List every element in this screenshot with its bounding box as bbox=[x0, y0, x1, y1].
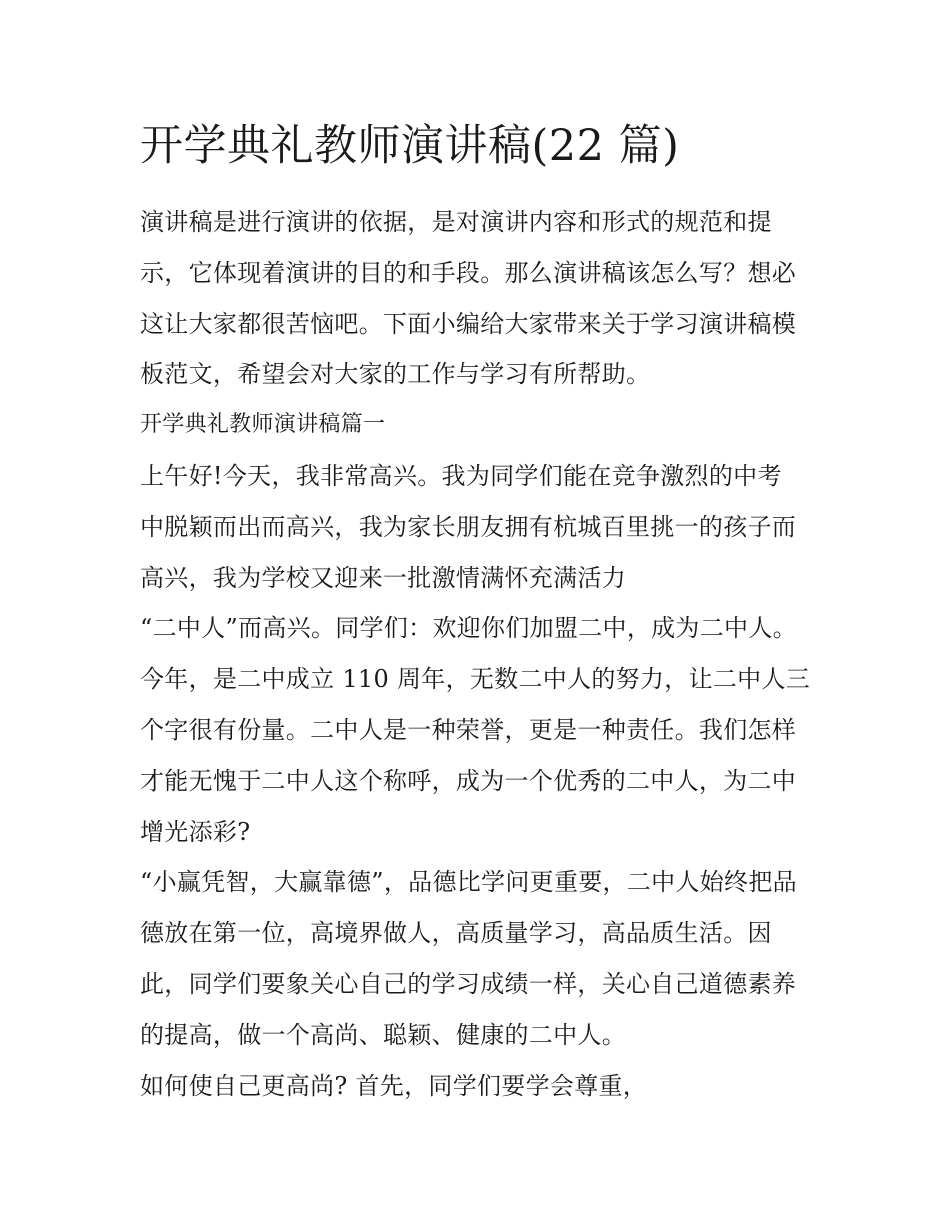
paragraph-line: 示，它体现着演讲的目的和手段。那么演讲稿该怎么写？想必 bbox=[140, 258, 797, 287]
paragraph-line: 此，同学们要象关心自己的学习成绩一样，关心自己道德素养 bbox=[140, 969, 797, 998]
paragraph-line: 演讲稿是进行演讲的依据，是对演讲内容和形式的规范和提 bbox=[140, 208, 772, 236]
paragraph-line: 中脱颖而出而高兴，我为家长朋友拥有杭城百里挑一的孩子而 bbox=[140, 512, 797, 541]
paragraph-line: 高兴，我为学校又迎来一批激情满怀充满活力 bbox=[140, 563, 626, 592]
paragraph-line: 上午好!今天，我非常高兴。我为同学们能在竞争激烈的中考 bbox=[140, 461, 782, 490]
paragraph-line: “二中人”而高兴。同学们：欢迎你们加盟二中，成为二中人。 bbox=[140, 614, 797, 643]
paragraph-line: 个字很有份量。二中人是一种荣誉，更是一种责任。我们怎样 bbox=[140, 715, 797, 744]
section-heading: 开学典礼教师演讲稿篇一 bbox=[140, 412, 386, 438]
paragraph-line: 如何使自己更高尚? 首先，同学们要学会尊重， bbox=[140, 1071, 648, 1100]
paragraph-line: 板范文，希望会对大家的工作与学习有所帮助。 bbox=[140, 360, 651, 389]
paragraph-line: 德放在第一位，高境界做人，高质量学习，高品质生活。因 bbox=[140, 919, 772, 948]
document-body bbox=[140, 197, 820, 1111]
paragraph-line: 才能无愧于二中人这个称呼，成为一个优秀的二中人，为二中 bbox=[140, 766, 797, 795]
paragraph-line: 这让大家都很苦恼吧。下面小编给大家带来关于学习演讲稿模 bbox=[140, 309, 797, 338]
paragraph-line: 增光添彩? bbox=[140, 817, 251, 846]
document-title: 开学典礼教师演讲稿(22 篇) bbox=[140, 121, 680, 171]
paragraph-line: 的提高，做一个高尚、聪颖、健康的二中人。 bbox=[140, 1020, 626, 1049]
paragraph-line: “小赢凭智，大赢靠德”，品德比学问更重要，二中人始终把品 bbox=[140, 868, 797, 897]
paragraph-line: 今年，是二中成立 110 周年，无数二中人的努力，让二中人三 bbox=[140, 665, 811, 694]
